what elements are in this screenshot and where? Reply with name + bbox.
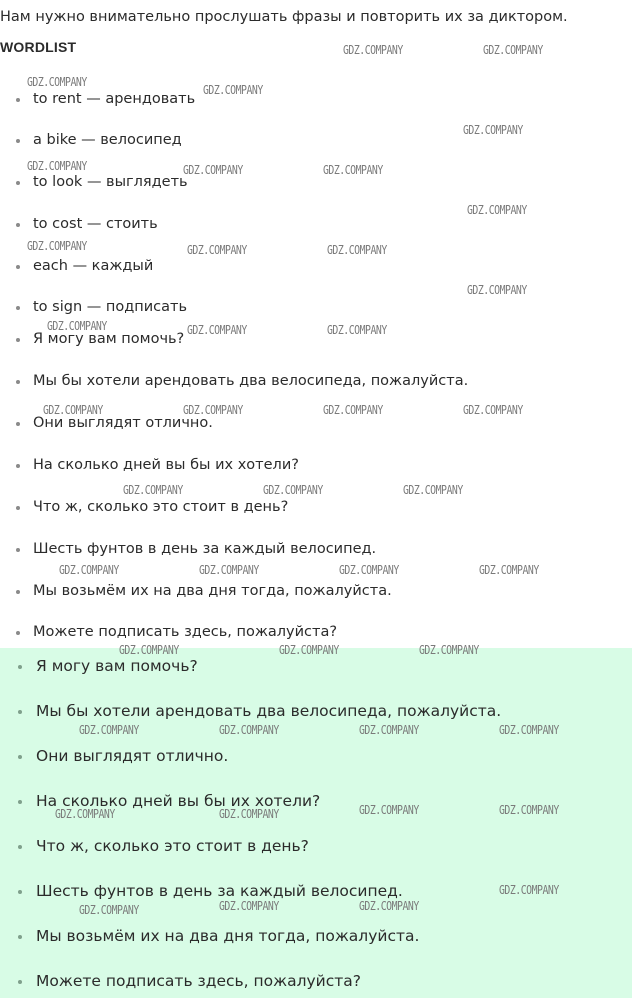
- list-item-text: Можете подписать здесь, пожалуйста?: [36, 972, 362, 990]
- list-item-text: Шесть фунтов в день за каждый велосипед.: [33, 541, 377, 557]
- list-item: [0, 580, 632, 602]
- list-item-text: each — каждый: [33, 258, 154, 274]
- intro-text: Нам нужно внимательно прослушать фразы и повторить их за диктором.: [0, 9, 568, 25]
- watermark: GDZ.COMPANY: [359, 899, 419, 913]
- bullet-icon: [18, 665, 22, 669]
- list-item-text: to sign — подписать: [33, 299, 187, 315]
- watermark: GDZ.COMPANY: [343, 43, 403, 57]
- list-item: [0, 970, 632, 992]
- watermark: GDZ.COMPANY: [327, 323, 387, 337]
- bullet-icon: [18, 935, 22, 939]
- bullet-icon: [18, 755, 22, 759]
- bullet-icon: [18, 800, 22, 804]
- watermark: GDZ.COMPANY: [499, 803, 559, 817]
- list-item: [0, 621, 632, 643]
- watermark: GDZ.COMPANY: [419, 643, 479, 657]
- watermark: GDZ.COMPANY: [79, 723, 139, 737]
- watermark: GDZ.COMPANY: [483, 43, 543, 57]
- watermark: GDZ.COMPANY: [323, 403, 383, 417]
- bullet-icon: [16, 181, 20, 185]
- watermark: GDZ.COMPANY: [47, 319, 107, 333]
- bullet-icon: [16, 590, 20, 594]
- list-item-text: Они выглядят отлично.: [33, 415, 213, 431]
- watermark: GDZ.COMPANY: [59, 563, 119, 577]
- list-item: [0, 255, 632, 277]
- list-item-text: a bike — велосипед: [33, 132, 182, 148]
- list-item: [0, 925, 632, 947]
- watermark: GDZ.COMPANY: [199, 563, 259, 577]
- list-item: [0, 835, 632, 857]
- list-item: [0, 745, 632, 767]
- watermark: GDZ.COMPANY: [463, 403, 523, 417]
- watermark: GDZ.COMPANY: [359, 803, 419, 817]
- watermark: GDZ.COMPANY: [27, 75, 87, 89]
- bullet-icon: [16, 631, 20, 635]
- list-item: [0, 412, 632, 434]
- watermark: GDZ.COMPANY: [403, 483, 463, 497]
- list-item-text: Мы возьмём их на два дня тогда, пожалуйста.: [33, 583, 392, 599]
- bullet-icon: [16, 223, 20, 227]
- list-item-text: Что ж, сколько это стоит в день?: [36, 837, 309, 855]
- watermark: GDZ.COMPANY: [263, 483, 323, 497]
- watermark: GDZ.COMPANY: [359, 723, 419, 737]
- bullet-icon: [16, 265, 20, 269]
- list-item-text: На сколько дней вы бы их хотели?: [36, 792, 321, 810]
- bullet-icon: [16, 139, 20, 143]
- list-item-text: Можете подписать здесь, пожалуйста?: [33, 624, 338, 640]
- watermark: GDZ.COMPANY: [499, 723, 559, 737]
- bullet-icon: [16, 548, 20, 552]
- bullet-icon: [18, 980, 22, 984]
- watermark: GDZ.COMPANY: [219, 899, 279, 913]
- bullet-icon: [18, 710, 22, 714]
- list-item-text: Мы бы хотели арендовать два велосипеда, пожалуйста.: [33, 373, 469, 389]
- list-item: [0, 296, 632, 318]
- list-item-text: Мы возьмём их на два дня тогда, пожалуйста.: [36, 927, 420, 945]
- bullet-icon: [16, 464, 20, 468]
- list-item-text: На сколько дней вы бы их хотели?: [33, 457, 299, 473]
- bullet-icon: [18, 890, 22, 894]
- answer-box: [0, 648, 632, 998]
- bullet-icon: [16, 380, 20, 384]
- watermark: GDZ.COMPANY: [327, 243, 387, 257]
- watermark: GDZ.COMPANY: [79, 903, 139, 917]
- watermark: GDZ.COMPANY: [187, 323, 247, 337]
- list-item: [0, 880, 632, 902]
- wordlist-heading: WORDLIST: [0, 39, 77, 55]
- watermark: GDZ.COMPANY: [219, 723, 279, 737]
- watermark: GDZ.COMPANY: [183, 163, 243, 177]
- list-item-text: Я могу вам помочь?: [33, 331, 185, 347]
- list-item: [0, 213, 632, 235]
- watermark: GDZ.COMPANY: [467, 283, 527, 297]
- list-item: [0, 790, 632, 812]
- list-item: [0, 328, 632, 350]
- bullet-icon: [16, 98, 20, 102]
- watermark: GDZ.COMPANY: [203, 83, 263, 97]
- list-item-text: Мы бы хотели арендовать два велосипеда, пожалуйста.: [36, 702, 502, 720]
- list-item: [0, 538, 632, 560]
- list-item-text: Что ж, сколько это стоит в день?: [33, 499, 289, 515]
- list-item-text: to look — выглядеть: [33, 174, 188, 190]
- bullet-icon: [16, 306, 20, 310]
- list-item: [0, 370, 632, 392]
- watermark: GDZ.COMPANY: [467, 203, 527, 217]
- list-item-text: Я могу вам помочь?: [36, 657, 198, 675]
- watermark: GDZ.COMPANY: [479, 563, 539, 577]
- watermark: GDZ.COMPANY: [499, 883, 559, 897]
- watermark: GDZ.COMPANY: [119, 643, 179, 657]
- list-item-text: to cost — стоить: [33, 216, 158, 232]
- list-item: [0, 454, 632, 476]
- bullet-icon: [18, 845, 22, 849]
- watermark: GDZ.COMPANY: [187, 243, 247, 257]
- list-item: [0, 700, 632, 722]
- bullet-icon: [16, 506, 20, 510]
- watermark: GDZ.COMPANY: [323, 163, 383, 177]
- watermark: GDZ.COMPANY: [339, 563, 399, 577]
- list-item-text: Они выглядят отлично.: [36, 747, 229, 765]
- list-item-text: Шесть фунтов в день за каждый велосипед.: [36, 882, 403, 900]
- watermark: GDZ.COMPANY: [123, 483, 183, 497]
- bullet-icon: [16, 422, 20, 426]
- list-item: [0, 655, 632, 677]
- list-item: [0, 129, 632, 151]
- watermark: GDZ.COMPANY: [463, 123, 523, 137]
- watermark: GDZ.COMPANY: [183, 403, 243, 417]
- watermark: GDZ.COMPANY: [27, 239, 87, 253]
- watermark: GDZ.COMPANY: [27, 159, 87, 173]
- list-item: [0, 171, 632, 193]
- watermark: GDZ.COMPANY: [219, 807, 279, 821]
- list-item-text: to rent — арендовать: [33, 91, 196, 107]
- bullet-icon: [16, 338, 20, 342]
- watermark: GDZ.COMPANY: [279, 643, 339, 657]
- watermark: GDZ.COMPANY: [43, 403, 103, 417]
- watermark: GDZ.COMPANY: [55, 807, 115, 821]
- list-item: [0, 496, 632, 518]
- list-item: [0, 88, 632, 110]
